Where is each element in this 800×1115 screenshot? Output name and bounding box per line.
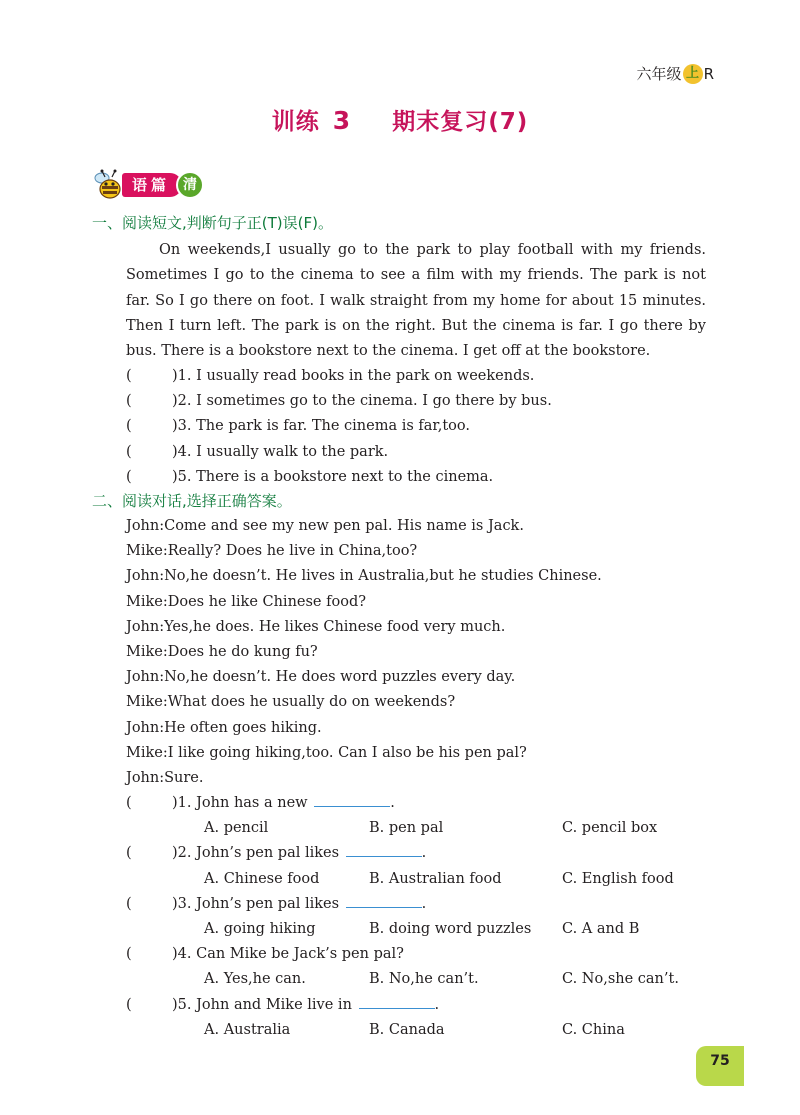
answer-paren-right: ) <box>172 368 178 384</box>
option-a: A. Chinese food <box>204 870 320 887</box>
answer-paren-right: ) <box>172 946 178 963</box>
banner-label: 语篇 <box>122 173 182 197</box>
dialogue-line: Mike:Really? Does he live in China,too? <box>126 543 418 560</box>
option-row <box>126 867 726 892</box>
mc-question <box>126 993 726 1018</box>
option-c: C. pencil box <box>562 820 658 837</box>
question-stem: 5. There is a bookstore next to the cinema. <box>177 468 494 485</box>
question-text <box>172 942 404 967</box>
answer-paren-left[interactable]: ( <box>126 795 132 811</box>
question-text <box>172 414 470 439</box>
dialogue-line: John:Yes,he does. He likes Chinese food very much. <box>126 618 506 635</box>
question-stem: 4. Can Mike be Jack’s pen pal? <box>177 946 404 963</box>
tf-question-list <box>126 364 726 490</box>
option-b: B. No,he can’t. <box>369 971 479 988</box>
answer-paren-left[interactable]: ( <box>126 895 132 912</box>
dialogue-line: John:Come and see my new pen pal. His name is Jack. <box>126 518 524 534</box>
grade-prefix: 六年级 <box>636 65 682 83</box>
answer-blank[interactable] <box>359 994 435 1009</box>
grade-suffix: R <box>703 64 714 83</box>
tf-question <box>126 389 726 414</box>
option-c: C. English food <box>562 870 674 887</box>
question-stem: 1. John has a new <box>177 795 308 811</box>
question-text <box>172 892 426 917</box>
answer-paren-left[interactable]: ( <box>126 393 132 410</box>
dialogue-line: John:No,he doesn’t. He does word puzzles every day. <box>126 669 516 686</box>
option-b: B. doing word puzzles <box>369 920 532 937</box>
question-text <box>172 389 552 414</box>
option-b: B. Canada <box>369 1021 445 1038</box>
answer-paren-right: ) <box>172 996 178 1013</box>
option-a: A. Australia <box>204 1021 291 1038</box>
dialogue-line: Mike:Does he like Chinese food? <box>126 593 367 610</box>
page-number: 75 <box>696 1046 744 1086</box>
question-text <box>172 364 534 389</box>
question-stem: 3. The park is far. The cinema is far,too. <box>177 418 470 435</box>
mc-question-list <box>126 791 726 1043</box>
question-text <box>172 791 395 816</box>
question-text <box>172 993 439 1018</box>
dialogue-line: John:He often goes hiking. <box>126 719 322 736</box>
option-b: B. Australian food <box>369 870 502 887</box>
answer-paren-left[interactable]: ( <box>126 996 132 1013</box>
tf-question <box>126 414 726 439</box>
option-row <box>126 967 726 992</box>
banner-badge: 清 <box>176 171 204 199</box>
question-text <box>172 440 388 465</box>
option-c: C. A and B <box>562 920 640 937</box>
dialogue-line: John:Sure. <box>126 769 204 786</box>
mc-question <box>126 841 726 866</box>
mc-question <box>126 791 726 816</box>
tf-question <box>126 364 726 389</box>
answer-paren-left[interactable]: ( <box>126 946 132 963</box>
answer-paren-left[interactable]: ( <box>126 368 132 384</box>
section2-heading: 二、阅读对话,选择正确答案。 <box>92 492 292 510</box>
title-topic: 期末复习(7) <box>392 109 529 135</box>
mc-question <box>126 942 726 967</box>
answer-paren-left[interactable]: ( <box>126 418 132 435</box>
dialogue <box>126 514 726 791</box>
option-a: A. pencil <box>204 820 269 837</box>
tf-question <box>126 465 726 490</box>
option-row <box>126 1018 726 1043</box>
answer-blank[interactable] <box>346 893 422 908</box>
question-end: . <box>421 895 427 912</box>
passage-text: On weekends,I usually go to the park to play football with my friends. Sometimes I go to the cinema to see a film with my friends. The park is not far. So I go there on foot. I walk straight from my home for about 15 minutes. Then I turn left. The park is on the right. But the cinema is far. I go there by bus. There is a bookstore next to the cinema. I get off at the bookstore. <box>126 242 706 360</box>
question-end: . <box>390 795 395 811</box>
answer-paren-right: ) <box>172 895 178 912</box>
question-stem: 5. John and Mike live in <box>177 996 352 1013</box>
answer-paren-right: ) <box>172 418 178 435</box>
answer-paren-left[interactable]: ( <box>126 443 132 460</box>
answer-blank[interactable] <box>314 792 390 807</box>
dialogue-line: Mike:What does he usually do on weekends? <box>126 694 456 711</box>
answer-paren-left[interactable]: ( <box>126 468 132 485</box>
dialogue-line: Mike:I like going hiking,too. Can I also be his pen pal? <box>126 744 527 761</box>
section-banner <box>92 170 204 200</box>
question-stem: 3. John’s pen pal likes <box>177 895 340 912</box>
grade-badge: 上 <box>683 64 703 84</box>
title-lesson: 训练 <box>271 109 320 135</box>
section1-heading: 一、阅读短文,判断句子正(T)误(F)。 <box>92 214 333 232</box>
question-stem: 4. I usually walk to the park. <box>177 443 389 460</box>
answer-paren-right: ) <box>172 443 178 460</box>
option-b: B. pen pal <box>369 820 444 837</box>
question-end: . <box>434 996 440 1013</box>
grade-tag <box>637 63 714 84</box>
answer-paren-right: ) <box>172 468 178 485</box>
question-end: . <box>421 845 427 862</box>
question-text <box>172 465 493 490</box>
question-stem: 1. I usually read books in the park on weekends. <box>177 368 535 384</box>
question-text <box>172 841 426 866</box>
option-c: C. No,she can’t. <box>562 971 679 988</box>
bee-mascot-icon <box>92 168 126 202</box>
question-stem: 2. I sometimes go to the cinema. I go there by bus. <box>177 393 552 410</box>
answer-paren-left[interactable]: ( <box>126 845 132 862</box>
option-a: A. going hiking <box>204 920 316 937</box>
option-a: A. Yes,he can. <box>204 971 306 988</box>
page-title <box>0 103 800 136</box>
answer-blank[interactable] <box>346 842 422 857</box>
option-row <box>126 917 726 942</box>
reading-passage <box>126 238 706 364</box>
option-row <box>126 816 726 841</box>
answer-paren-right: ) <box>172 845 178 862</box>
dialogue-line: Mike:Does he do kung fu? <box>126 643 318 660</box>
answer-paren-right: ) <box>172 795 178 811</box>
option-c: C. China <box>562 1021 625 1038</box>
mc-question <box>126 892 726 917</box>
dialogue-line: John:No,he doesn’t. He lives in Australia,but he studies Chinese. <box>126 568 602 585</box>
title-number: 3 <box>332 106 352 135</box>
tf-question <box>126 440 726 465</box>
question-stem: 2. John’s pen pal likes <box>177 845 340 862</box>
answer-paren-right: ) <box>172 393 178 410</box>
